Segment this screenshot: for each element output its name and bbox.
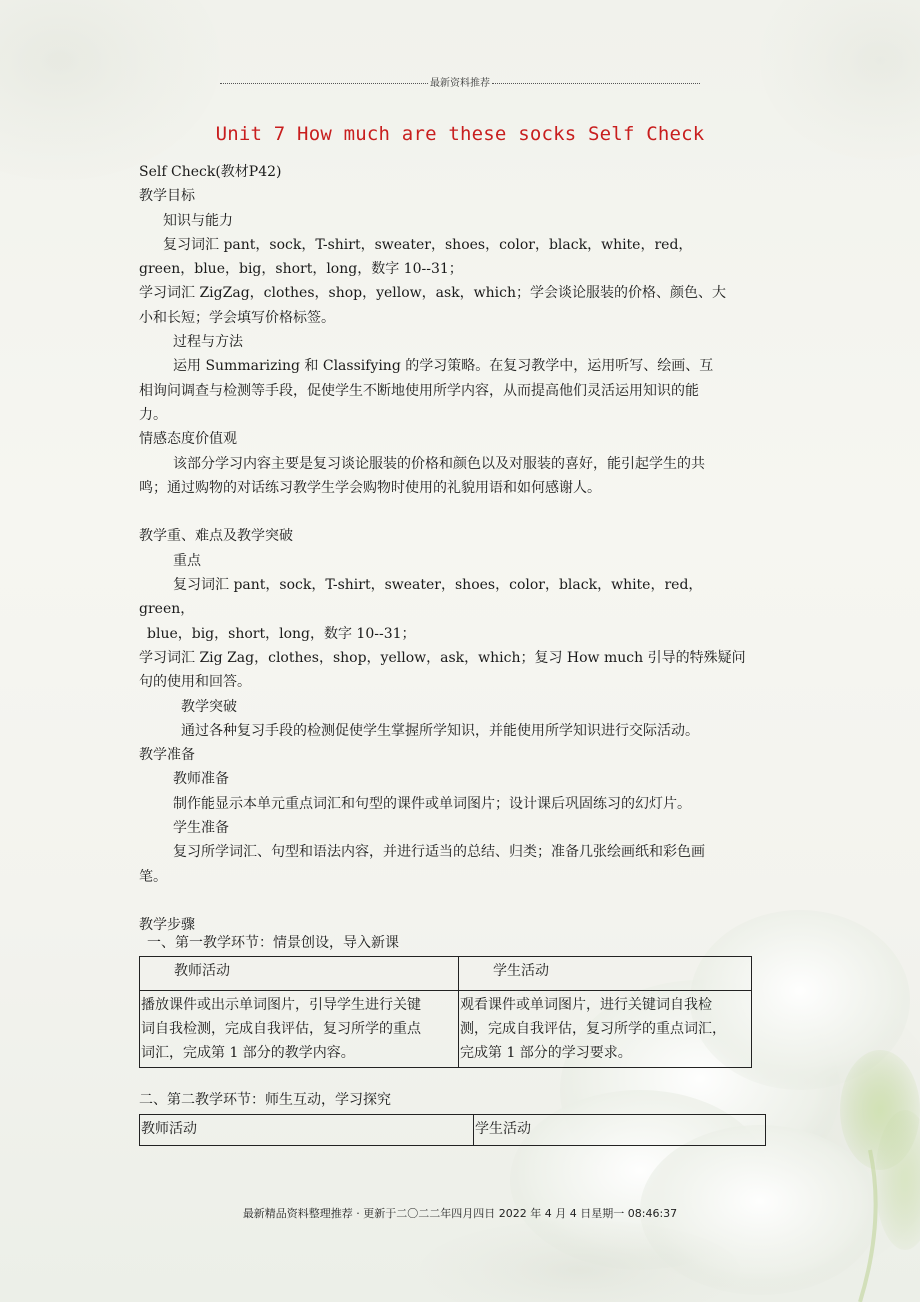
subheading: 过程与方法 [173, 334, 243, 351]
table-header-cell [140, 957, 459, 991]
body-line: 相询问调查与检测等手段，促使学生不断地使用所学内容，从而提高他们灵活运用知识的能 [139, 382, 699, 399]
col-student-label: 学生活动 [475, 1121, 531, 1137]
cell-line: 词汇，完成第 1 部分的教学内容。 [141, 1045, 355, 1061]
body-line: 笔。 [139, 868, 167, 885]
body-line: 学习词汇 Zig Zag，clothes，shop，yellow，ask，which；复习 How much 引导的特殊疑问 [139, 649, 746, 666]
body-line: 复习所学词汇、句型和语法内容，并进行适当的总结、归类；准备几张绘画纸和彩色画 [173, 844, 705, 861]
cell-line: 播放课件或出示单词图片，引导学生进行关键 [141, 997, 421, 1013]
cell-line: 词自我检测，完成自我评估，复习所学的重点 [141, 1021, 421, 1037]
step1-heading: 一、第一教学环节：情景创设，导入新课 [147, 935, 399, 951]
body-line: green， [139, 601, 195, 618]
col-student-label: 学生活动 [493, 963, 549, 979]
subheading: 教学突破 [181, 698, 237, 715]
page-header [220, 73, 700, 89]
body-line: 句的使用和回答。 [139, 674, 251, 691]
header-dots-left [220, 75, 428, 84]
subheading: 知识与能力 [163, 212, 233, 229]
header-text: 最新资料推荐 [430, 77, 490, 89]
body-line: 鸣；通过购物的对话练习教学生学会购物时使用的礼貌用语和如何感谢人。 [139, 479, 601, 496]
step2-heading: 二、第二教学环节：师生互动，学习探究 [139, 1092, 391, 1108]
section-heading: 教学步骤 [139, 917, 195, 934]
body-line: 复习词汇 pant，sock，T-shirt，sweater，shoes，color，black，white，red， [163, 236, 693, 253]
subheading: 重点 [173, 552, 201, 569]
table-row [140, 957, 752, 991]
cell-line: 测，完成自我评估，复习所学的重点词汇， [460, 1021, 726, 1037]
col-teacher-label: 教师活动 [174, 963, 230, 979]
section-heading: 情感态度价值观 [139, 431, 237, 448]
page-footer: 最新精品资料整理推荐 · 更新于二〇二二年四月四日 2022 年 4 月 4 日星期一 08:46:37 [242, 1207, 678, 1220]
cell-line: 完成第 1 部分的学习要求。 [460, 1045, 632, 1061]
table-cell [459, 991, 752, 1068]
body-line: blue，big，short，long，数字 10--31； [147, 625, 416, 642]
col-teacher-label: 教师活动 [141, 1121, 197, 1137]
body-line: 学习词汇 ZigZag，clothes，shop，yellow，ask，which；学会谈论服装的价格、颜色、大 [139, 285, 727, 302]
body-line: 制作能显示本单元重点词汇和句型的课件或单词图片；设计课后巩固练习的幻灯片。 [173, 795, 691, 812]
document-title: Unit 7 How much are these socks Self Check [215, 123, 705, 145]
body-line: 小和长短；学会填写价格标签。 [139, 309, 335, 326]
table-header-cell [474, 1115, 766, 1146]
subheading: 教师准备 [173, 771, 229, 788]
section-heading: 教学目标 [139, 188, 195, 205]
body-line: 通过各种复习手段的检测促使学生掌握所学知识，并能使用所学知识进行交际活动。 [181, 722, 699, 739]
table-row [140, 991, 752, 1068]
header-dots-right [492, 75, 700, 84]
section-heading: 教学准备 [139, 747, 195, 764]
step1-table [139, 956, 752, 1068]
table-cell [140, 991, 459, 1068]
body-line: 复习词汇 pant，sock，T-shirt，sweater，shoes，color，black，white，red， [173, 577, 703, 594]
table-header-cell [459, 957, 752, 991]
section-heading: 教学重、难点及教学突破 [139, 528, 293, 545]
document-body [139, 160, 799, 938]
body-line: 力。 [139, 406, 167, 423]
cell-line: 观看课件或单词图片，进行关键词自我检 [460, 997, 712, 1013]
body-line: 运用 Summarizing 和 Classifying 的学习策略。在复习教学中，运用听写、绘画、互 [173, 358, 714, 375]
table-header-cell [140, 1115, 474, 1146]
table-row [140, 1115, 766, 1146]
body-line: 该部分学习内容主要是复习谈论服装的价格和颜色以及对服装的喜好，能引起学生的共 [173, 455, 705, 472]
body-line: Self Check(教材P42) [139, 164, 282, 180]
body-line: green，blue，big，short，long，数字 10--31； [139, 261, 463, 278]
step2-table [139, 1114, 766, 1146]
subheading: 学生准备 [173, 820, 229, 837]
